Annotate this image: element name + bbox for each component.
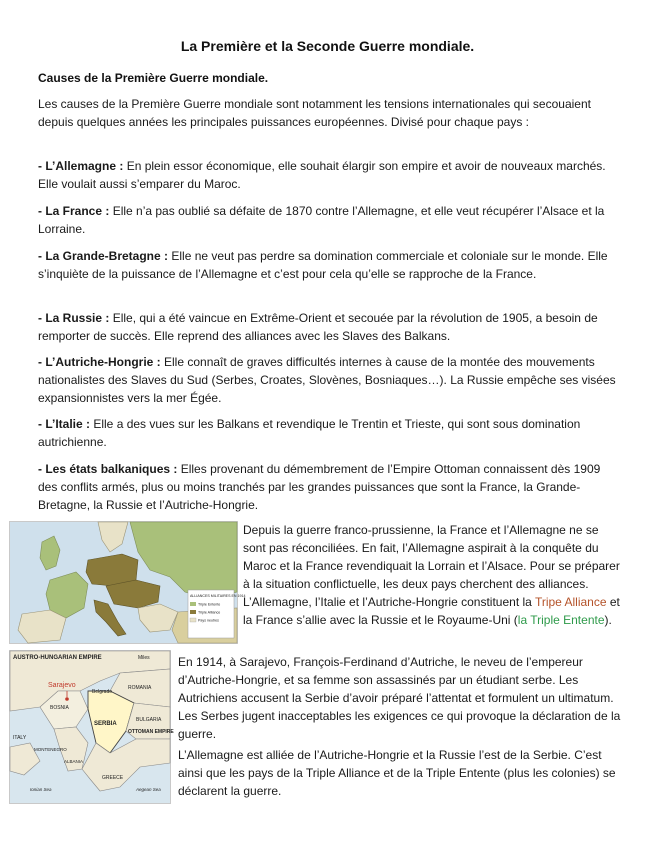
tripe-alliance-term: Tripe Alliance [534, 595, 607, 609]
country-name: - L’Autriche-Hongrie : [38, 355, 161, 369]
alliances-text-middle: et la France s’allie avec la Russie et le Royaume-Uni ( [243, 595, 620, 627]
map-label-aegean: Aegean Sea [136, 787, 161, 792]
country-text: Elles provenant du démembrement de l’Empire Ottoman connaissent dès 1909 des conflits armés, plus ou moins tranchés par les grandes puissances que sont la France, la Grande-Bretagne, la Russie et l’Autriche-Hongrie. [38, 462, 601, 512]
map-label-italy: ITALY [13, 735, 27, 741]
country-text: Elle connaît de graves difficultés internes à cause de la montée des mouvements nationalistes des Slaves du Sud (Serbes, Croates, Slovènes, Bosniaques…). La Russie empêche ses visées expansionnistes vers la mer Égée. [38, 355, 616, 405]
country-great-britain [38, 247, 618, 283]
country-balkan-states [38, 460, 618, 514]
map-label-ottoman: OTTOMAN EMPIRE [128, 729, 174, 735]
country-text: Elle ne veut pas perdre sa domination commerciale et coloniale sur le monde. Elle s’inquiète de la puissance de l’Allemagne et c’est pour cela qu’elle se rapproche de la France. [38, 249, 608, 281]
map-label-serbia: SERBIA [94, 721, 117, 727]
balkans-sarajevo-map [9, 650, 174, 804]
triple-entente-term: la Triple Entente [517, 613, 605, 627]
europe-map-graphic [10, 522, 246, 643]
section-heading: Causes de la Première Guerre mondiale. [38, 71, 269, 85]
map-legend-alliance: Triple Alliance [198, 610, 221, 615]
alliances-text-before: Depuis la guerre franco-prussienne, la France et l’Allemagne ne se sont pas réconciliées. En fait, l’Allemagne aspirait à la conquête du Maroc et la France revendiquait la Lorrain et l’Alsace. Pour se préparer à la situation conflictuelle, les deux pays cherchent des alliances. L’Allemagne, l’Italie et l’Autriche-Hongrie constituent la [243, 523, 620, 609]
country-name: - La Russie : [38, 311, 110, 325]
country-germany [38, 157, 618, 193]
legend-swatch-neutral [190, 618, 196, 622]
country-text: En plein essor économique, elle souhait élargir son empire et avoir de nouveaux marchés. Elle voulait aussi s’emparer du Maroc. [38, 159, 606, 191]
legend-swatch-alliance [190, 610, 196, 614]
country-text: Elle a des vues sur les Balkans et revendique le Trentin et Trieste, qui sont sous domination autrichienne. [38, 417, 581, 449]
map-label-montenegro: MONTENEGRO [34, 747, 67, 752]
legend-swatch-entente [190, 602, 196, 606]
map-legend-title: ALLIANCES MILITAIRES EN 1914 [190, 594, 246, 598]
country-name: - La Grande-Bretagne : [38, 249, 169, 263]
map-label-belgrade: Belgrade [92, 689, 113, 695]
country-name: - L’Allemagne : [38, 159, 124, 173]
map-label-empire: AUSTRO-HUNGARIAN EMPIRE [13, 655, 102, 661]
map-label-ionian: Ionian Sea [30, 787, 52, 792]
map-label-greece: GREECE [102, 775, 124, 781]
europe-alliances-map [9, 521, 246, 644]
sarajevo-marker-icon [65, 697, 69, 701]
map-label-bosnia: BOSNIA [50, 705, 69, 711]
map-label-miles: Miles [138, 655, 150, 661]
country-name: - La France : [38, 204, 110, 218]
war-declaration-paragraph: L’Allemagne est alliée de l’Autriche-Hongrie et la Russie l’est de la Serbie. C’est ainsi que les pays de la Triple Alliance et de la Triple Entente (plus les colonies) se déclarent la guerre. [178, 748, 616, 798]
map-label-bulgaria: BULGARIA [136, 717, 162, 723]
country-name: - L’Italie : [38, 417, 91, 431]
map-label-albania: ALBANIA [64, 759, 84, 764]
country-italy [38, 415, 618, 451]
map-legend-entente: Triple Entente [198, 602, 221, 607]
map-label-sarajevo: Sarajevo [48, 682, 76, 689]
country-austria-hungary [38, 353, 618, 407]
balkans-map-graphic [10, 651, 174, 803]
page-title: La Première et la Seconde Guerre mondiale. [180, 38, 475, 54]
country-name: - Les états balkaniques : [38, 462, 178, 476]
country-russia [38, 309, 618, 345]
map-label-romania: ROMANIA [128, 685, 152, 691]
alliances-paragraph [243, 521, 623, 629]
country-text: Elle n’a pas oublié sa défaite de 1870 contre l’Allemagne, et elle veut récupérer l’Alsace et la Lorraine. [38, 204, 605, 236]
country-text: Elle, qui a été vaincue en Extrême-Orient et secouée par la révolution de 1905, a besoin de remporter de succès. Elle reprend des alliances avec les Slaves des Balkans. [38, 311, 598, 343]
map-legend-neutral: Pays neutres [198, 618, 219, 623]
sarajevo-paragraph: En 1914, à Sarajevo, François-Ferdinand d’Autriche, le neveu de l’empereur d’Autriche-Hongrie, et sa femme son assassinés par un étudiant serbe. Les Autrichiens accusent la Serbie d’avoir préparé l’attentat et formulent un ultimatum. Les Serbes jugent inacceptables les exigences ce qui provoque la déclaration de la guerre. [178, 655, 621, 741]
alliances-text-after: ). [604, 613, 612, 627]
country-france [38, 202, 618, 238]
intro-paragraph: Les causes de la Première Guerre mondiale sont notamment les tensions internationales qui secouaient depuis quelques années les principales puissances européennes. Divisé pour chaque pays : [38, 97, 591, 129]
